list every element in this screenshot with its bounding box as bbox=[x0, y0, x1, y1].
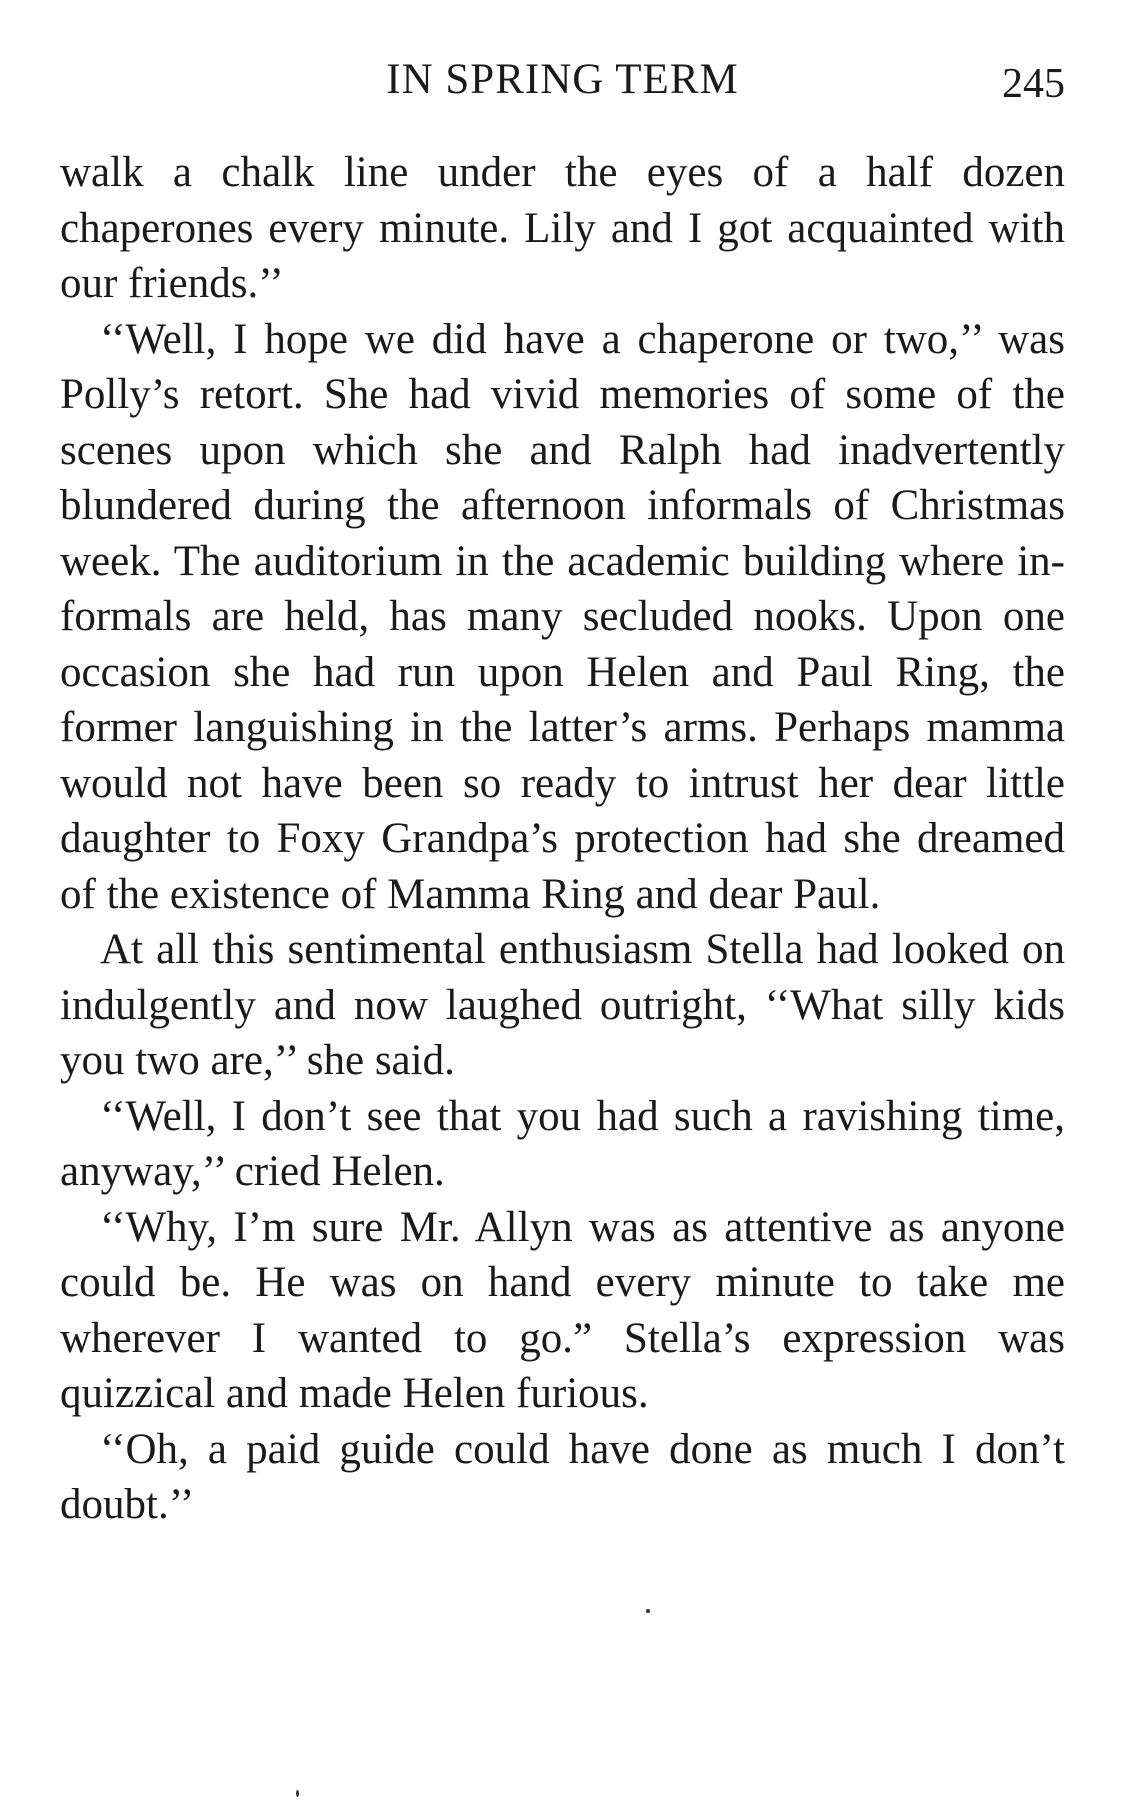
print-speck bbox=[296, 1790, 299, 1797]
running-head bbox=[60, 52, 1065, 112]
print-speck bbox=[646, 1609, 650, 1613]
page-number: 245 bbox=[1002, 61, 1065, 107]
body-text bbox=[60, 145, 1065, 1533]
paragraph: ‘‘Why, I’m sure Mr. Allyn was as attentive as anyone could be. He was on hand every minute to take me wherever I wanted to go.” Stella’s expression was quizzical and made Helen furious. bbox=[60, 1203, 1065, 1417]
paragraph-continuation: walk a chalk line under the eyes of a half dozen chaperones every minute. Lily and I got acquainted with our friends.’’ bbox=[60, 149, 1065, 307]
paragraph: At all this sentimental enthusiasm Stella had looked on indulgently and now laughed outright, ‘‘What silly kids you two are,’’ she said. bbox=[60, 926, 1065, 1084]
running-title: IN SPRING TERM bbox=[386, 56, 739, 103]
paragraph: ‘‘Well, I hope we did have a chaperone or two,’’ was Polly’s retort. She had vivid memories of some of the scenes upon which she and Ralph had inadvertently blundered during the afternoon informals of Christmas week. The auditorium in the academic building where informals are held, has many secluded nooks. Upon one occasion she had run upon Helen and Paul Ring, the former languishing in the latter’s arms. Perhaps mamma would not have been so ready to intrust her dear little daughter to Foxy Grandpa’s protection had she dreamed of the existence of Mamma Ring and dear Paul. bbox=[60, 315, 1065, 918]
paragraph: ‘‘Oh, a paid guide could have done as much I don’t doubt.’’ bbox=[60, 1425, 1065, 1528]
paragraph: ‘‘Well, I don’t see that you had such a ravishing time, anyway,’’ cried Helen. bbox=[60, 1092, 1065, 1195]
